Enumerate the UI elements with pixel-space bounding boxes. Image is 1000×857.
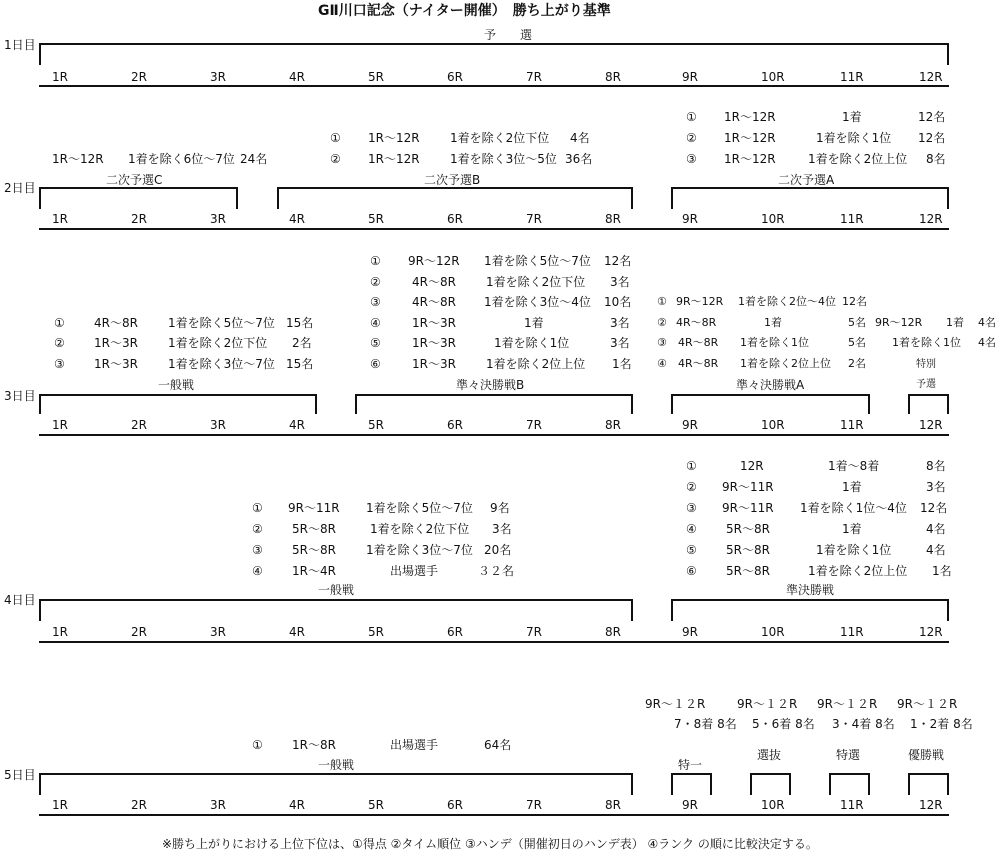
criterion-range: 9R～12R: [408, 254, 460, 268]
criterion-num: ①: [330, 131, 341, 145]
race-label: 2R: [131, 70, 147, 84]
race-label: 8R: [605, 798, 621, 812]
criterion-range: 9R～１２R: [897, 697, 958, 711]
group-label: 特別: [916, 359, 936, 370]
race-label: 6R: [447, 418, 463, 432]
race-label: 10R: [761, 212, 785, 226]
race-label: 1R: [52, 70, 68, 84]
race-label: 6R: [447, 798, 463, 812]
criterion-num: ①: [54, 316, 65, 330]
criterion-rule: 1着を除く2位上位: [740, 357, 831, 370]
criterion-rule: 1着を除く2位上位: [808, 152, 908, 166]
criterion-rule: 1着: [842, 480, 862, 494]
criterion-range: 5R～8R: [292, 522, 336, 536]
race-label: 12R: [919, 212, 943, 226]
criterion-range: 1R～3R: [412, 316, 456, 330]
criterion-range: 9R～１２R: [817, 697, 878, 711]
race-label: 7R: [526, 625, 542, 639]
criterion-range: 1R～3R: [94, 336, 138, 350]
criterion-count: 10名: [604, 295, 632, 309]
race-label: 1R: [52, 798, 68, 812]
criterion-count: 3名: [610, 336, 630, 350]
criterion-rule: 3・4着 8名: [832, 717, 895, 731]
criterion-range: 4R～8R: [676, 316, 717, 329]
race-label: 5R: [368, 70, 384, 84]
criterion-rule: 1着: [842, 110, 862, 124]
criterion-count: ３２名: [478, 564, 515, 578]
criterion-num: ③: [252, 543, 263, 557]
bracket-junjun-a: [671, 394, 870, 414]
criterion-rule: 1着: [842, 522, 862, 536]
criterion-range: 1R～12R: [368, 131, 420, 145]
race-label: 4R: [289, 212, 305, 226]
criterion-count: 12名: [920, 501, 948, 515]
criterion-rule: 1着を除く2位上位: [486, 357, 586, 371]
race-label: 1R: [52, 212, 68, 226]
race-label: 12R: [919, 625, 943, 639]
criterion-rule: 1・2着 8名: [910, 717, 973, 731]
criterion-range: 4R～8R: [678, 336, 719, 349]
criterion-num: ①: [252, 501, 263, 515]
group-label: 優勝戦: [908, 748, 945, 762]
day-label: 3日目: [4, 389, 36, 403]
criterion-rule: 1着を除く3位～4位: [484, 295, 591, 309]
bracket-niji-b: [277, 187, 633, 209]
criterion-range: 1R～3R: [94, 357, 138, 371]
race-label: 5R: [368, 625, 384, 639]
group-label: 二次予選B: [424, 173, 481, 187]
criterion-count: 5名: [848, 316, 866, 329]
bracket-yusho: [908, 773, 949, 795]
race-label: 3R: [210, 798, 226, 812]
criterion-num: ⑥: [686, 564, 697, 578]
criterion-count: 2名: [848, 357, 866, 370]
criterion-rule: 1着: [524, 316, 544, 330]
race-label: 7R: [526, 70, 542, 84]
footnote: ※勝ち上がりにおける上位下位は、①得点 ②タイム順位 ③ハンデ（開催初日のハンデ表） ④ランク の順に比較決定する。: [162, 837, 818, 851]
criterion-count: 12名: [918, 110, 946, 124]
criterion-range: 12R: [740, 459, 764, 473]
bracket-senbatsu: [750, 773, 791, 795]
bracket-yosen: [39, 43, 949, 65]
day-label: 2日目: [4, 181, 36, 195]
baseline: [39, 228, 949, 230]
criterion-count: 12名: [842, 295, 867, 308]
race-label: 9R: [682, 418, 698, 432]
day-label: 1日目: [4, 38, 36, 52]
criterion-range: 1R～12R: [724, 131, 776, 145]
race-label: 4R: [289, 798, 305, 812]
criterion-range: 1R～12R: [724, 152, 776, 166]
race-label: 11R: [840, 418, 864, 432]
criterion-rule: 1着～8着: [828, 459, 880, 473]
race-label: 4R: [289, 625, 305, 639]
race-label: 9R: [682, 212, 698, 226]
race-label: 8R: [605, 212, 621, 226]
criterion-count: 1名: [932, 564, 952, 578]
bracket-tokubetsu-yosen: [908, 394, 949, 414]
bracket-tokusen: [829, 773, 870, 795]
criterion-range: 9R～11R: [722, 480, 774, 494]
bracket-niji-a: [671, 187, 949, 209]
criterion-rule: 1着を除く3位～7位: [168, 357, 275, 371]
criterion-count: 36名: [565, 152, 593, 166]
criterion-range: 9R～１２R: [645, 697, 706, 711]
criterion-count: 12名: [604, 254, 632, 268]
group-label: 一般戦: [318, 583, 355, 597]
criterion-num: ①: [686, 110, 697, 124]
criterion-count: 4名: [926, 543, 946, 557]
criterion-num: ②: [370, 275, 381, 289]
criterion-rule: 1着を除く1位: [816, 131, 892, 145]
criterion-range: 1R～8R: [292, 738, 336, 752]
criterion-rule: 1着を除く1位～4位: [800, 501, 907, 515]
criterion-range: 5R～8R: [726, 543, 770, 557]
race-label: 2R: [131, 418, 147, 432]
criterion-rule: 1着を除く3位～5位: [450, 152, 557, 166]
criterion-num: ②: [54, 336, 65, 350]
race-label: 2R: [131, 798, 147, 812]
criterion-num: ④: [657, 357, 667, 370]
race-label: 7R: [526, 418, 542, 432]
criterion-num: ②: [252, 522, 263, 536]
race-label: 11R: [840, 70, 864, 84]
group-label: 一般戦: [318, 758, 355, 772]
race-label: 3R: [210, 625, 226, 639]
criterion-range: 1R～12R: [52, 152, 104, 166]
criterion-count: 4名: [978, 316, 996, 329]
criterion-num: ③: [54, 357, 65, 371]
race-label: 8R: [605, 625, 621, 639]
criterion-num: ②: [686, 480, 697, 494]
criterion-num: ⑤: [370, 336, 381, 350]
race-label: 6R: [447, 625, 463, 639]
criterion-rule: 1着を除く5位～7位: [366, 501, 473, 515]
baseline: [39, 85, 949, 87]
baseline: [39, 641, 949, 643]
criterion-rule: 1着: [946, 316, 964, 329]
group-label: 特一: [678, 758, 703, 772]
criterion-count: 15名: [286, 316, 314, 330]
criterion-range: 1R～3R: [412, 357, 456, 371]
bracket-niji-c: [39, 187, 238, 209]
race-label: 3R: [210, 70, 226, 84]
race-label: 9R: [682, 625, 698, 639]
criterion-rule: 1着を除く2位～4位: [738, 295, 836, 308]
race-label: 12R: [919, 798, 943, 812]
criterion-num: ③: [657, 336, 667, 349]
bracket-ippan: [39, 773, 633, 795]
group-label: 二次予選C: [106, 173, 163, 187]
criterion-num: ④: [686, 522, 697, 536]
criterion-num: ③: [686, 501, 697, 515]
criterion-rule: 1着を除く5位～7位: [168, 316, 275, 330]
race-label: 12R: [919, 418, 943, 432]
criterion-count: 64名: [484, 738, 512, 752]
race-label: 2R: [131, 212, 147, 226]
criterion-range: 9R～12R: [676, 295, 724, 308]
race-label: 7R: [526, 798, 542, 812]
criterion-count: 4名: [570, 131, 590, 145]
criterion-count: 4名: [926, 522, 946, 536]
criterion-num: ②: [686, 131, 697, 145]
criterion-num: ①: [370, 254, 381, 268]
criterion-rule: 5・6着 8名: [752, 717, 815, 731]
group-label: 予 選: [484, 28, 533, 42]
criterion-rule: 1着を除く1位: [892, 336, 961, 349]
day-label: 4日目: [4, 593, 36, 607]
criterion-rule: 1着を除く3位～7位: [366, 543, 473, 557]
page-title: GⅡ川口記念（ナイター開催） 勝ち上がり基準: [318, 3, 611, 19]
criterion-count: 5名: [848, 336, 866, 349]
bracket-ippan: [39, 599, 633, 621]
race-label: 10R: [761, 418, 785, 432]
criterion-range: 1R～3R: [412, 336, 456, 350]
criterion-rule: 1着を除く2位下位: [450, 131, 550, 145]
criterion-rule: 出場選手: [390, 738, 439, 752]
criterion-rule: 1着を除く2位下位: [486, 275, 586, 289]
criterion-count: 20名: [484, 543, 512, 557]
race-label: 11R: [840, 212, 864, 226]
day-label: 5日目: [4, 768, 36, 782]
criterion-count: 1名: [612, 357, 632, 371]
criterion-count: 4名: [978, 336, 996, 349]
group-label: 一般戦: [158, 378, 195, 392]
criterion-range: 4R～8R: [412, 295, 456, 309]
criterion-rule: 1着を除く1位: [740, 336, 809, 349]
criterion-rule: 7・8着 8名: [674, 717, 737, 731]
criterion-range: 9R～11R: [722, 501, 774, 515]
group-label: 予選: [916, 379, 936, 390]
baseline: [39, 434, 949, 436]
race-label: 9R: [682, 70, 698, 84]
criterion-range: 9R～11R: [288, 501, 340, 515]
criterion-count: 15名: [286, 357, 314, 371]
criterion-range: 9R～12R: [875, 316, 923, 329]
race-label: 11R: [840, 798, 864, 812]
criterion-range: 5R～8R: [726, 522, 770, 536]
criterion-range: 1R～12R: [368, 152, 420, 166]
criterion-rule: 1着を除く2位上位: [808, 564, 908, 578]
criterion-num: ②: [657, 316, 667, 329]
race-label: 5R: [368, 798, 384, 812]
race-label: 4R: [289, 70, 305, 84]
criterion-count: 3名: [492, 522, 512, 536]
race-label: 3R: [210, 418, 226, 432]
race-label: 4R: [289, 418, 305, 432]
race-label: 10R: [761, 625, 785, 639]
criterion-count: 8名: [926, 459, 946, 473]
criterion-num: ①: [657, 295, 667, 308]
race-label: 8R: [605, 70, 621, 84]
criterion-range: 4R～8R: [94, 316, 138, 330]
group-label: 準々決勝戦A: [736, 378, 805, 392]
race-label: 8R: [605, 418, 621, 432]
criterion-count: 8名: [926, 152, 946, 166]
group-label: 準決勝戦: [786, 583, 835, 597]
criterion-num: ⑤: [686, 543, 697, 557]
criterion-num: ④: [252, 564, 263, 578]
group-label: 準々決勝戦B: [456, 378, 525, 392]
criterion-count: 3名: [610, 275, 630, 289]
bracket-junjun-b: [355, 394, 633, 414]
criterion-range: 4R～8R: [412, 275, 456, 289]
criterion-rule: 1着を除く2位下位: [370, 522, 470, 536]
race-label: 2R: [131, 625, 147, 639]
criterion-range: 4R～8R: [678, 357, 719, 370]
bracket-tokuichi: [671, 773, 712, 795]
criterion-range: 9R～１２R: [737, 697, 798, 711]
race-label: 11R: [840, 625, 864, 639]
bracket-junkesho: [671, 599, 949, 621]
race-label: 10R: [761, 70, 785, 84]
criterion-count: 2名: [292, 336, 312, 350]
criterion-range: 5R～8R: [726, 564, 770, 578]
criterion-num: ③: [370, 295, 381, 309]
criterion-rule: 出場選手: [390, 564, 439, 578]
criterion-rule: 1着を除く2位下位: [168, 336, 268, 350]
criterion-range: 1R～12R: [724, 110, 776, 124]
criterion-rule: 1着を除く5位～7位: [484, 254, 591, 268]
criterion-rule: 1着を除く6位～7位: [128, 152, 235, 166]
group-label: 特選: [836, 748, 861, 762]
criterion-count: 3名: [610, 316, 630, 330]
criterion-num: ①: [686, 459, 697, 473]
criterion-rule: 1着を除く1位: [816, 543, 892, 557]
race-label: 12R: [919, 70, 943, 84]
criterion-rule: 1着を除く1位: [494, 336, 570, 350]
race-label: 1R: [52, 418, 68, 432]
group-label: 二次予選A: [778, 173, 835, 187]
race-label: 6R: [447, 212, 463, 226]
race-label: 6R: [447, 70, 463, 84]
criterion-num: ①: [252, 738, 263, 752]
criterion-range: 1R～4R: [292, 564, 336, 578]
baseline: [39, 814, 949, 816]
criterion-count: 9名: [490, 501, 510, 515]
criterion-num: ④: [370, 316, 381, 330]
race-label: 9R: [682, 798, 698, 812]
criterion-num: ③: [686, 152, 697, 166]
criterion-range: 5R～8R: [292, 543, 336, 557]
race-label: 5R: [368, 418, 384, 432]
group-label: 選抜: [757, 748, 782, 762]
criterion-count: 12名: [918, 131, 946, 145]
criterion-count: 3名: [926, 480, 946, 494]
bracket-ippan: [39, 394, 317, 414]
race-label: 10R: [761, 798, 785, 812]
criterion-count: 24名: [240, 152, 268, 166]
race-label: 5R: [368, 212, 384, 226]
criterion-num: ②: [330, 152, 341, 166]
criterion-num: ⑥: [370, 357, 381, 371]
race-label: 1R: [52, 625, 68, 639]
criterion-rule: 1着: [764, 316, 782, 329]
race-label: 7R: [526, 212, 542, 226]
race-label: 3R: [210, 212, 226, 226]
